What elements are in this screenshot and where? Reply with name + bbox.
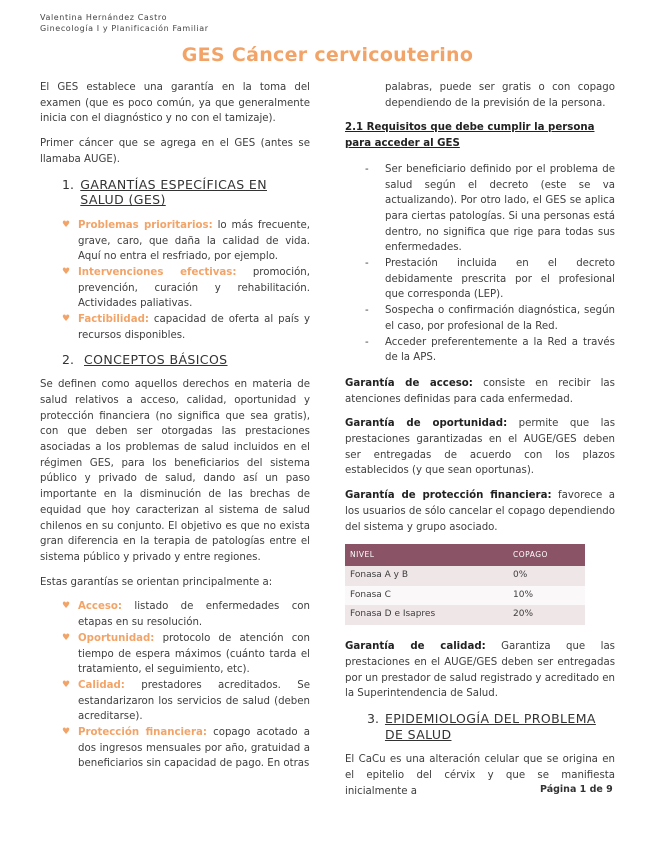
table-row: Fonasa A y B 0% [345, 566, 585, 586]
requirements-list [345, 162, 615, 366]
section-3-heading [367, 711, 615, 742]
subsection-2-1-heading: 2.1 Requisitos que debe cumplir la persona para acceder al GES [345, 122, 595, 150]
guarantees-intro: Estas garantías se orientan principalmente a: [40, 576, 273, 588]
table-row: Fonasa C 10% [345, 586, 585, 606]
list-item: - Ser beneficiario definido por el problema de salud según el decreto (este se va actualizando). Por otro lado, el GES se aplica para ciertas patologías. Si una personas está dentro, no significa que rige para todas sus enfermedades. [365, 163, 615, 254]
quality-guarantee: Garantía de calidad: Garantiza que las prestaciones en el AUGE/GES deben ser entregadas por un prestador de salud registrado y acreditado en la Superintendencia de Salud. [345, 641, 615, 700]
heart-bullet-icon: ♥ [62, 727, 71, 738]
table-header: COPAGO [508, 544, 585, 566]
section-2-number: 2. [62, 351, 74, 367]
dash-bullet: - [365, 305, 369, 317]
heart-bullet-icon: ♥ [62, 679, 71, 690]
table-row: Fonasa D e Isapres 20% [345, 605, 585, 625]
dash-bullet: - [365, 258, 369, 270]
list-item: - Prestación incluida en el decreto debidamente prescrita por el profesional que corresponda (LEP). [365, 258, 615, 301]
right-column [345, 80, 615, 808]
access-guarantee: Garantía de acceso: consiste en recibir las atenciones definidas para cada enfermedad. [345, 377, 615, 405]
list-item: ♥ Calidad: prestadores acreditados. Se estandarizaron los servicios de salud (deben acreditarse). [62, 679, 310, 723]
heart-bullet-icon: ♥ [62, 314, 71, 325]
section-2-heading [62, 352, 310, 368]
header-course: Ginecología I y Planificación Familiar [40, 24, 209, 33]
continuation-paragraph: palabras, puede ser gratis o con copago dependiendo de la previsión de la persona. [385, 82, 615, 109]
opportunity-guarantee: Garantía de oportunidad: permite que las prestaciones garantizadas en el AUGE/GES deben ser entregadas de acuerdo con los plazos establecidos (y que sean oportunas). [345, 418, 616, 477]
financial-guarantee: Garantía de protección financiera: favorece a los usuarios de sólo cancelar el copago dependiendo del sistema y grupo asociado. [345, 490, 615, 533]
section-1-title: GARANTÍAS ESPECÍFICAS EN SALUD (GES) [80, 176, 267, 208]
heart-bullet-icon: ♥ [62, 601, 71, 612]
heart-bullet-icon: ♥ [62, 219, 71, 230]
list-item: ♥ Oportunidad: protocolo de atención con tiempo de espera máximos (cuánto tarda el tratamiento, el seguimiento, etc). [62, 632, 310, 676]
document-title: GES Cáncer cervicouterino [181, 44, 474, 66]
epidemiology-paragraph: El CaCu es una alteración celular que se origina en el epitelio del cérvix y que se manifiesta inicialmente a [345, 754, 615, 797]
copay-table [345, 544, 585, 625]
list-item: ♥ Protección financiera: copago acotado a dos ingresos mensuales por año, gratuidad a beneficiarios sin capacidad de pago. En otras [62, 727, 310, 770]
list-item: - Acceder preferentemente a la Red a través de la APS. [365, 336, 615, 364]
page-number: Página 1 de 9 [540, 784, 613, 795]
list-item: - Sospecha o confirmación diagnóstica, según el caso, por profesional de la Red. [365, 305, 615, 332]
dash-bullet: - [365, 163, 369, 175]
table-header: NIVEL [345, 544, 508, 566]
list-item: ♥ Intervenciones efectivas: promoción, prevención, curación y rehabilitación. Actividades paliativas. [62, 267, 310, 310]
guarantees-list [40, 599, 310, 772]
list-item: ♥ Problemas prioritarios: lo más frecuente, grave, caro, que daña la calidad de vida. Aquí no entra el resfriado, por ejemplo. [62, 219, 310, 263]
section-2-title: CONCEPTOS BÁSICOS [84, 351, 228, 367]
ges-criteria-list [40, 218, 310, 344]
list-item: ♥ Acceso: listado de enfermedades con etapas en su resolución. [62, 601, 310, 629]
table-header-row [345, 544, 585, 566]
heart-bullet-icon: ♥ [62, 267, 71, 278]
intro-paragraph-2: Primer cáncer que se agrega en el GES (antes se llamaba AUGE). [40, 138, 310, 165]
list-item: ♥ Factibilidad: capacidad de oferta al país y recursos disponibles. [62, 314, 310, 341]
section-1-number: 1. [62, 176, 74, 192]
left-column [40, 80, 310, 780]
section-3-title: EPIDEMIOLOGÍA DEL PROBLEMA DE SALUD [384, 710, 596, 742]
dash-bullet: - [365, 336, 369, 348]
concepts-paragraph: Se definen como aquellos derechos en materia de salud relativos a acceso, calidad, oportunidad y protección financiera (no significa que sea gratis), con que deben ser otorgadas las prestaciones asociadas a los problemas de salud incluidos en el régimen GES, para los beneficiarios del sistema público y privado de salud, dando así un paso importante en la disminución de las brechas de equidad que hoy caracterizan al sistema de salud chilenos en su conjunto. El objetivo es que no exista gran diferencia en la terapia de patologías entre el sistema público y privado y entre regiones. [40, 379, 310, 563]
header-author: Valentina Hernández Castro [40, 13, 168, 22]
heart-bullet-icon: ♥ [62, 632, 71, 643]
section-1-heading [62, 177, 310, 208]
intro-paragraph-1: El GES establece una garantía en la toma del examen (que es poco común, ya que generalmente inicia con el diagnóstico y no con el tamizaje). [40, 82, 310, 125]
section-3-number: 3. [367, 710, 379, 726]
